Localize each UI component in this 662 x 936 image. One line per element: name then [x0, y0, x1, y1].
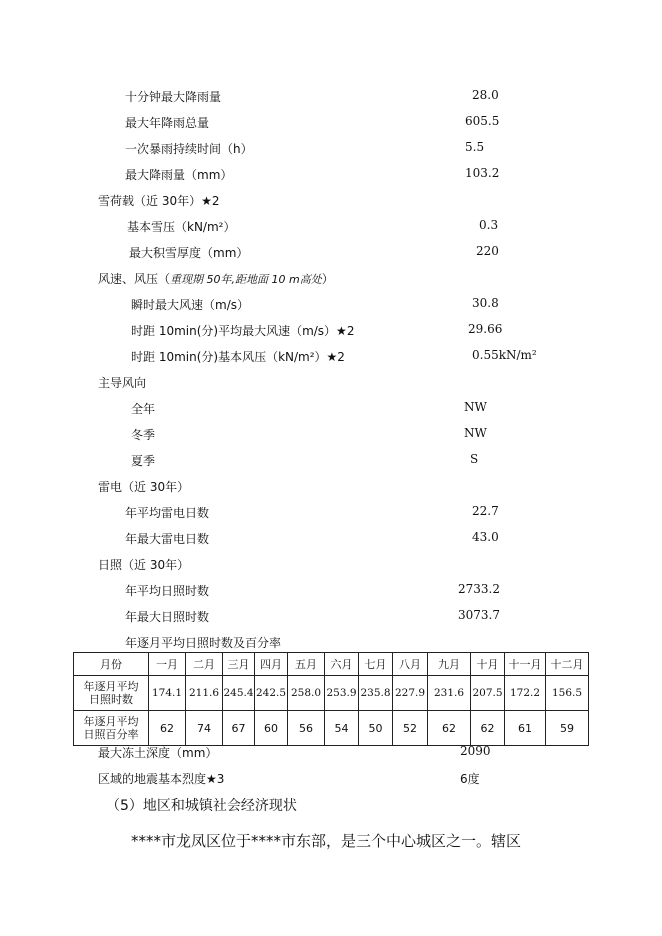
direction-winter-row	[0, 423, 662, 445]
direction-summer-label: 夏季	[131, 454, 156, 468]
month-cell: 五月	[288, 653, 325, 676]
storm-duration-value: 5.5	[465, 140, 485, 154]
storm-duration-label: 一次暴雨持续时间（h）	[125, 142, 253, 156]
percent-cell: 74	[186, 711, 223, 746]
snow-depth-value: 220	[476, 244, 499, 258]
direction-summer-value: S	[470, 452, 479, 466]
wind-pressure-row	[0, 345, 662, 367]
instant-wind-label: 瞬时最大风速（m/s）	[131, 298, 249, 312]
hours-cell: 174.1	[149, 676, 186, 711]
percent-cell: 61	[505, 711, 546, 746]
hours-cell: 253.9	[325, 676, 359, 711]
sunshine-avg-value: 2733.2	[458, 582, 500, 596]
snow-heading-row	[0, 189, 662, 211]
avg-wind-value: 29.66	[468, 322, 503, 336]
thunder-avg-value: 22.7	[472, 504, 499, 518]
wind-heading-suffix: ）	[321, 272, 334, 286]
frost-row	[0, 741, 662, 763]
hours-cell: 227.9	[393, 676, 428, 711]
wind-pressure-value: 0.55kN/m²	[472, 348, 537, 362]
thunder-max-value: 43.0	[472, 530, 499, 544]
frost-label: 最大冻土深度（mm）	[98, 746, 218, 760]
percent-cell: 54	[325, 711, 359, 746]
thunder-heading-row	[0, 475, 662, 497]
sunshine-heading-row	[0, 553, 662, 575]
month-cell: 三月	[223, 653, 255, 676]
percent-cell: 62	[149, 711, 186, 746]
wind-heading	[98, 270, 334, 287]
snow-heading: 雪荷载（近 30年）★2	[98, 194, 220, 208]
direction-heading: 主导风向	[98, 376, 147, 390]
percent-cell: 56	[288, 711, 325, 746]
frost-value: 2090	[460, 744, 491, 758]
hours-cell: 156.5	[546, 676, 589, 711]
thunder-avg-label: 年平均雷电日数	[125, 506, 210, 520]
month-cell: 一月	[149, 653, 186, 676]
storm-duration-row	[0, 137, 662, 159]
sunshine-table	[73, 652, 589, 746]
row-label-percent-b: 日照百分率	[83, 728, 139, 741]
direction-year-value: NW	[464, 400, 487, 414]
percent-cell: 62	[428, 711, 471, 746]
table-header-row	[74, 653, 589, 676]
hours-cell: 172.2	[505, 676, 546, 711]
sunshine-max-value: 3073.7	[458, 608, 500, 622]
sunshine-heading: 日照（近 30年）	[98, 558, 190, 572]
seismic-label: 区域的地震基本烈度★3	[98, 772, 225, 786]
month-cell: 四月	[255, 653, 288, 676]
row-label-hours	[74, 676, 149, 711]
percent-cell: 60	[255, 711, 288, 746]
snow-depth-row	[0, 241, 662, 263]
snow-depth-label: 最大积雪厚度（mm）	[129, 246, 249, 260]
annual-rainfall-label: 最大年降雨总量	[125, 116, 210, 130]
ten-min-rainfall-value: 28.0	[472, 88, 499, 102]
table-row-hours	[74, 676, 589, 711]
wind-heading-row	[0, 267, 662, 289]
month-cell: 六月	[325, 653, 359, 676]
row-label-hours-b: 日照时数	[89, 693, 133, 706]
hours-cell: 235.8	[359, 676, 393, 711]
hours-cell: 231.6	[428, 676, 471, 711]
thunder-avg-row	[0, 501, 662, 523]
month-cell: 七月	[359, 653, 393, 676]
snow-pressure-label: 基本雪压（kN/m²）	[127, 220, 236, 234]
sunshine-table-caption: 年逐月平均日照时数及百分率	[125, 636, 282, 650]
snow-pressure-row	[0, 215, 662, 237]
percent-cell: 59	[546, 711, 589, 746]
row-label-percent-a: 年逐月平均	[83, 715, 139, 728]
snow-pressure-value: 0.3	[479, 218, 499, 232]
percent-cell: 52	[393, 711, 428, 746]
hours-cell: 242.5	[255, 676, 288, 711]
month-header-cell: 月份	[74, 653, 149, 676]
thunder-max-row	[0, 527, 662, 549]
seismic-value: 6度	[460, 772, 480, 786]
sunshine-max-row	[0, 605, 662, 627]
month-cell: 八月	[393, 653, 428, 676]
month-cell: 二月	[186, 653, 223, 676]
row-label-hours-a: 年逐月平均	[83, 680, 139, 693]
max-rainfall-label: 最大降雨量（mm）	[125, 168, 233, 182]
wind-heading-italic: 重现期 50年,距地面 10 m高处	[170, 273, 322, 286]
direction-year-row	[0, 397, 662, 419]
percent-cell: 67	[223, 711, 255, 746]
hours-cell: 211.6	[186, 676, 223, 711]
seismic-row	[0, 767, 662, 789]
month-cell: 十一月	[505, 653, 546, 676]
hours-cell: 207.5	[471, 676, 505, 711]
instant-wind-row	[0, 293, 662, 315]
wind-pressure-label: 时距 10min(分)基本风压（kN/m²）★2	[131, 350, 345, 364]
percent-cell: 62	[471, 711, 505, 746]
ten-min-rainfall-row	[0, 85, 662, 107]
annual-rainfall-value: 605.5	[465, 114, 500, 128]
direction-summer-row	[0, 449, 662, 471]
thunder-max-label: 年最大雷电日数	[125, 532, 210, 546]
avg-wind-label: 时距 10min(分)平均最大风速（m/s）★2	[131, 324, 355, 338]
sunshine-table-caption-row	[0, 631, 662, 653]
direction-heading-row	[0, 371, 662, 393]
max-rainfall-row	[0, 163, 662, 185]
month-cell: 十二月	[546, 653, 589, 676]
percent-cell: 50	[359, 711, 393, 746]
hours-cell: 258.0	[288, 676, 325, 711]
sunshine-avg-label: 年平均日照时数	[125, 584, 210, 598]
body-paragraph: ****市龙凤区位于****市东部，是三个中心城区之一。辖区	[131, 832, 522, 850]
avg-wind-row	[0, 319, 662, 341]
sunshine-avg-row	[0, 579, 662, 601]
ten-min-rainfall-label: 十分钟最大降雨量	[125, 90, 222, 104]
sunshine-max-label: 年最大日照时数	[125, 610, 210, 624]
hours-cell: 245.4	[223, 676, 255, 711]
annual-rainfall-row	[0, 111, 662, 133]
wind-heading-prefix: 风速、风压（	[98, 272, 171, 286]
section-5-heading: （5）地区和城镇社会经济现状	[106, 798, 297, 814]
month-cell: 九月	[428, 653, 471, 676]
direction-winter-value: NW	[464, 426, 487, 440]
instant-wind-value: 30.8	[472, 296, 499, 310]
month-cell: 十月	[471, 653, 505, 676]
direction-winter-label: 冬季	[131, 428, 156, 442]
max-rainfall-value: 103.2	[465, 166, 500, 180]
direction-year-label: 全年	[131, 402, 156, 416]
thunder-heading: 雷电（近 30年）	[98, 480, 190, 494]
